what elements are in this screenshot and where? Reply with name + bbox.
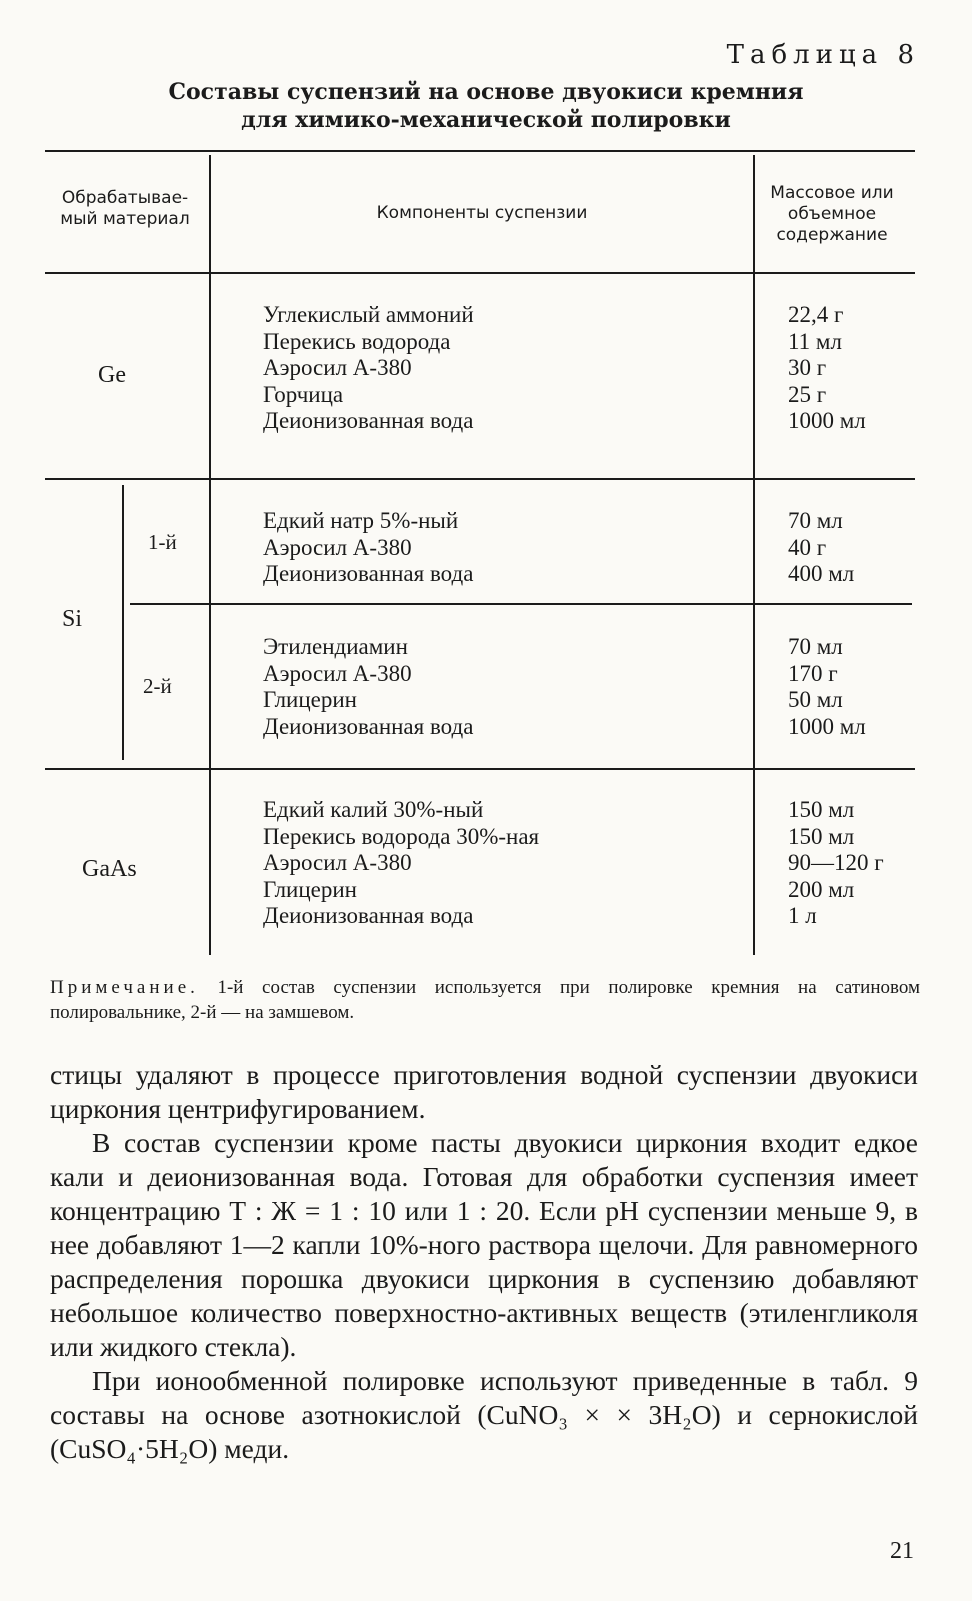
- body-text: [50, 1058, 918, 1466]
- si-variant-2-components: Этилендиамин Аэросил А-380 Глицерин Деионизованная вода: [263, 634, 474, 739]
- si-variant-2-label: 2-й: [143, 674, 172, 698]
- si-variant-divider: [130, 603, 912, 605]
- si-variant-1-components: Едкий натр 5%-ный Аэросил А-380 Деионизованная вода: [263, 508, 474, 586]
- table-label: Таблица 8: [726, 40, 920, 70]
- gaas-amounts: 150 мл 150 мл 90—120 г 200 мл 1 л: [788, 797, 884, 928]
- si-bottom-rule: [45, 768, 915, 770]
- material-gaas: GaAs: [82, 856, 137, 882]
- ge-bottom-rule: [45, 478, 915, 480]
- paragraph-3: При ионообменной полировке используют приведенные в табл. 9 составы на основе азотнокислой (CuNO₃ × × 3H₂O) и сернокислой (CuSO₄·5H₂O) меди.: [50, 1365, 918, 1464]
- gaas-components: Едкий калий 30%-ный Перекись водорода 30%-ная Аэросил А-380 Глицерин Деионизованная вода: [263, 797, 540, 928]
- paragraph-1: стицы удаляют в процессе приготовления водной суспензии двуокиси циркония центрифугированием.: [50, 1059, 918, 1124]
- si-variant-2-amounts: 70 мл 170 г 50 мл 1000 мл: [788, 634, 866, 739]
- column-divider-right: [753, 155, 755, 955]
- material-ge: Ge: [98, 362, 126, 388]
- header-components: Компоненты суспензии: [376, 203, 588, 223]
- material-si: Si: [62, 606, 83, 632]
- header-material: Обрабатывае- мый материал: [60, 188, 190, 229]
- ge-components: Углекислый аммоний Перекись водорода Аэросил А-380 Горчица Деионизованная вода: [263, 302, 474, 433]
- column-divider-left: [209, 155, 211, 955]
- table-title-line-1: Составы суспензий на основе двуокиси кремния: [168, 79, 804, 105]
- table-title: [0, 78, 972, 134]
- table-note: [50, 975, 920, 1025]
- si-subcolumn-divider: [122, 485, 124, 760]
- note-text: 1-й состав суспензии используется при полировке кремния на сатиновом полировальнике, 2-й — на замшевом.: [50, 977, 920, 1023]
- si-variant-1-amounts: 70 мл 40 г 400 мл: [788, 508, 855, 586]
- ge-amounts: 22,4 г 11 мл 30 г 25 г 1000 мл: [788, 302, 866, 433]
- table-title-line-2: для химико-механической полировки: [241, 107, 731, 133]
- page-number: 21: [890, 1538, 914, 1564]
- header-bottom-rule: [45, 272, 915, 274]
- header-content: Массовое или объемное содержание: [770, 183, 894, 245]
- si-variant-1-label: 1-й: [148, 530, 177, 554]
- note-lead: Примечание.: [50, 977, 199, 998]
- table-top-rule: [45, 150, 915, 152]
- paragraph-2: В состав суспензии кроме пасты двуокиси циркония входит едкое кали и деионизованная вода. Готовая для обработки суспензия имеет концентрацию Т : Ж = 1 : 10 или 1 : 20. Если pH суспензии меньше 9, в нее добавляют 1—2 капли 10%-ного раствора щелочи. Для равномерного распределения порошка двуокиси циркония в суспензию добавляют небольшое количество поверхностно-активных веществ (этиленгликоля или жидкого стекла).: [50, 1127, 918, 1362]
